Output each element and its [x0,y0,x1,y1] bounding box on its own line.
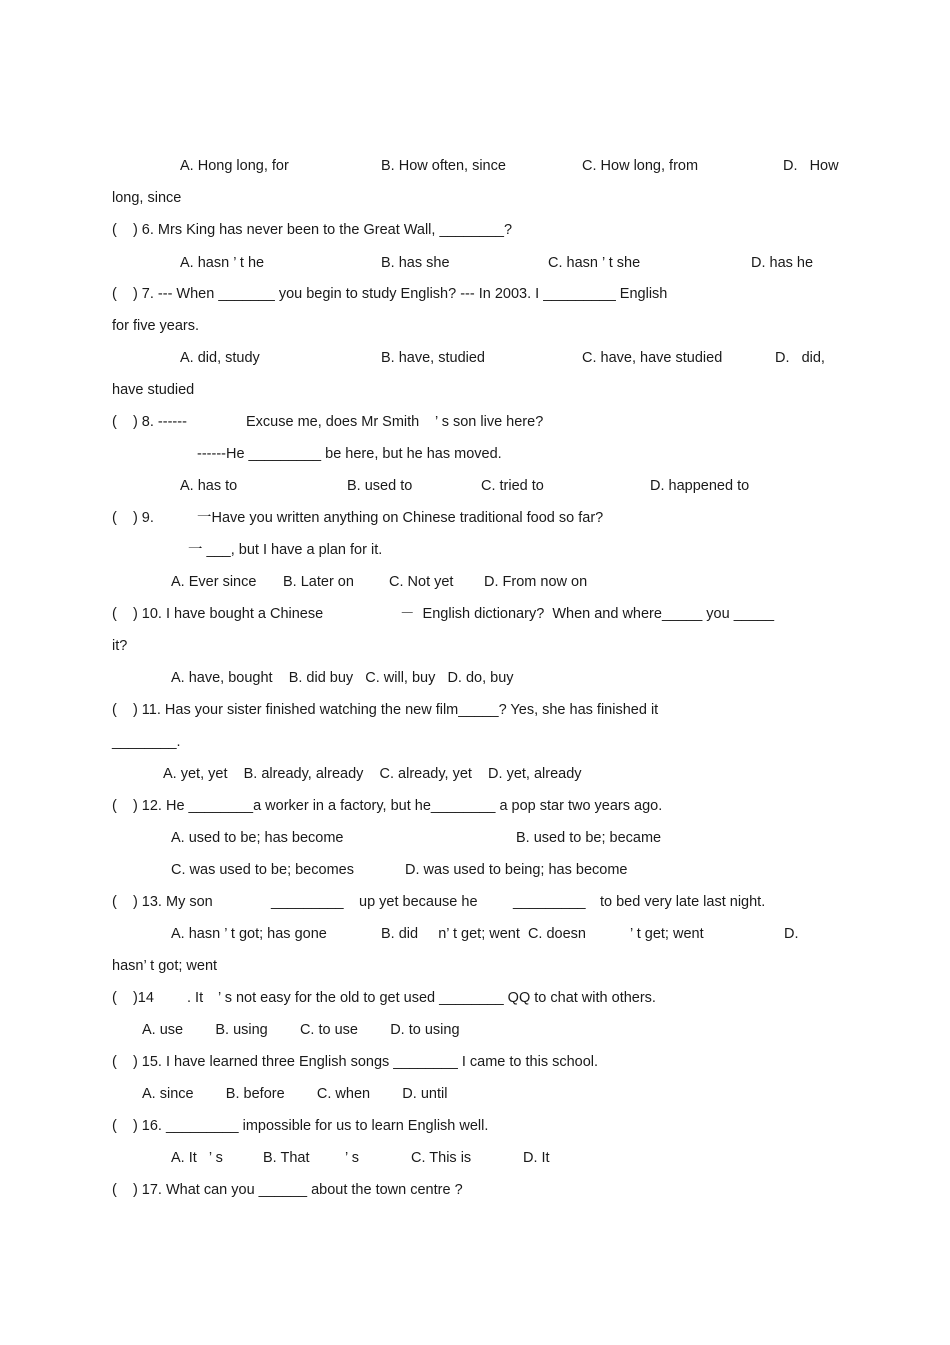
q13-blank-2: _________ [513,894,586,910]
q13-option-a: A. hasn ’ t got; has gone [171,926,327,942]
q14-number: ( )14 [112,990,154,1006]
q9-option-a: A. Ever since [171,574,257,590]
q8-option-a: A. has to [180,478,238,494]
q16-stem: ( ) 16. _________ impossible for us to learn English well. [112,1118,489,1134]
q16-option-d: D. It [523,1150,550,1166]
q12-option-d: D. was used to being; has become [405,862,628,878]
q15-options: A. since B. before C. when D. until [142,1086,448,1102]
q7-stem: ( ) 7. --- When _______ you begin to study English? --- In 2003. I _________ English [112,286,668,302]
q7-option-d-cont: have studied [112,382,195,398]
q16-option-a: A. It ’ s [171,1150,223,1166]
q5-option-d-cont: long, since [112,190,182,206]
q13-stem-mid: up yet because he [359,894,478,910]
q13-option-d-cont: hasn’ t got; went [112,958,218,974]
q6-option-a: A. hasn ’ t he [180,255,265,271]
q13-option-b: B. did n’ t get; went C. doesn [381,926,586,942]
q13-option-d: D. [784,926,799,942]
q9-stem: 一Have you written anything on Chinese traditional food so far? [197,510,604,526]
q9-reply: 一 ___, but I have a plan for it. [188,542,383,558]
q8-option-b: B. used to [347,478,413,494]
q13-stem-end: to bed very late last night. [600,894,766,910]
q5-option-a: A. Hong long, for [180,158,289,174]
q15-stem: ( ) 15. I have learned three English songs ________ I came to this school. [112,1054,599,1070]
q5-option-c: C. How long, from [582,158,699,174]
q14-stem: . It [187,990,204,1006]
q11-stem: ( ) 11. Has your sister finished watching the new film_____? Yes, she has finished it [112,702,659,718]
q6-stem: ( ) 6. Mrs King has never been to the Great Wall, ________? [112,222,513,238]
q16-option-b-cont: ’ s [345,1150,359,1166]
q13-blank-1: _________ [271,894,344,910]
q8-reply: ------He _________ be here, but he has moved. [197,446,502,462]
q7-stem-cont: for five years. [112,318,200,334]
q9-option-c: C. Not yet [389,574,454,590]
q8-stem-cont: ’ s son live here? [435,414,544,430]
q14-stem-cont: ’ s not easy for the old to get used ________ QQ to chat with others. [218,990,656,1006]
q9-option-d: D. From now on [484,574,588,590]
q17-stem: ( ) 17. What can you ______ about the town centre ? [112,1182,463,1198]
q8-number: ( ) 8. ------ [112,414,187,430]
q13-option-c-cont: ’ t get; went [630,926,704,942]
q12-stem: ( ) 12. He ________a worker in a factory, but he________ a pop star two years ago. [112,798,663,814]
q6-option-b: B. has she [381,255,450,271]
q8-option-c: C. tried to [481,478,544,494]
q5-option-b: B. How often, since [381,158,506,174]
q11-options: A. yet, yet B. already, already C. already, yet D. yet, already [163,766,582,782]
q14-options: A. use B. using C. to use D. to using [142,1022,460,1038]
q7-option-d: D. did, [775,350,825,366]
q12-option-c: C. was used to be; becomes [171,862,354,878]
q13-number: ( ) 13. My son [112,894,213,910]
q10-options: A. have, bought B. did buy C. will, buy D. do, buy [171,670,514,686]
q6-option-c: C. hasn ’ t she [548,255,641,271]
q12-option-a: A. used to be; has become [171,830,344,846]
q10-stem-end: it? [112,638,128,654]
q9-option-b: B. Later on [283,574,354,590]
q16-option-b: B. That [263,1150,310,1166]
q8-stem: Excuse me, does Mr Smith [246,414,420,430]
q10-stem-cont: － English dictionary? When and where_____ you _____ [400,606,775,622]
q12-option-b: B. used to be; became [516,830,662,846]
q10-stem: ( ) 10. I have bought a Chinese [112,606,324,622]
q9-number: ( ) 9. [112,510,154,526]
q7-option-c: C. have, have studied [582,350,723,366]
q11-stem-cont: ________. [112,734,181,750]
q8-option-d: D. happened to [650,478,750,494]
q5-option-d: D. How [783,158,839,174]
q7-option-b: B. have, studied [381,350,485,366]
q6-option-d: D. has he [751,255,814,271]
q16-option-c: C. This is [411,1150,472,1166]
q7-option-a: A. did, study [180,350,260,366]
